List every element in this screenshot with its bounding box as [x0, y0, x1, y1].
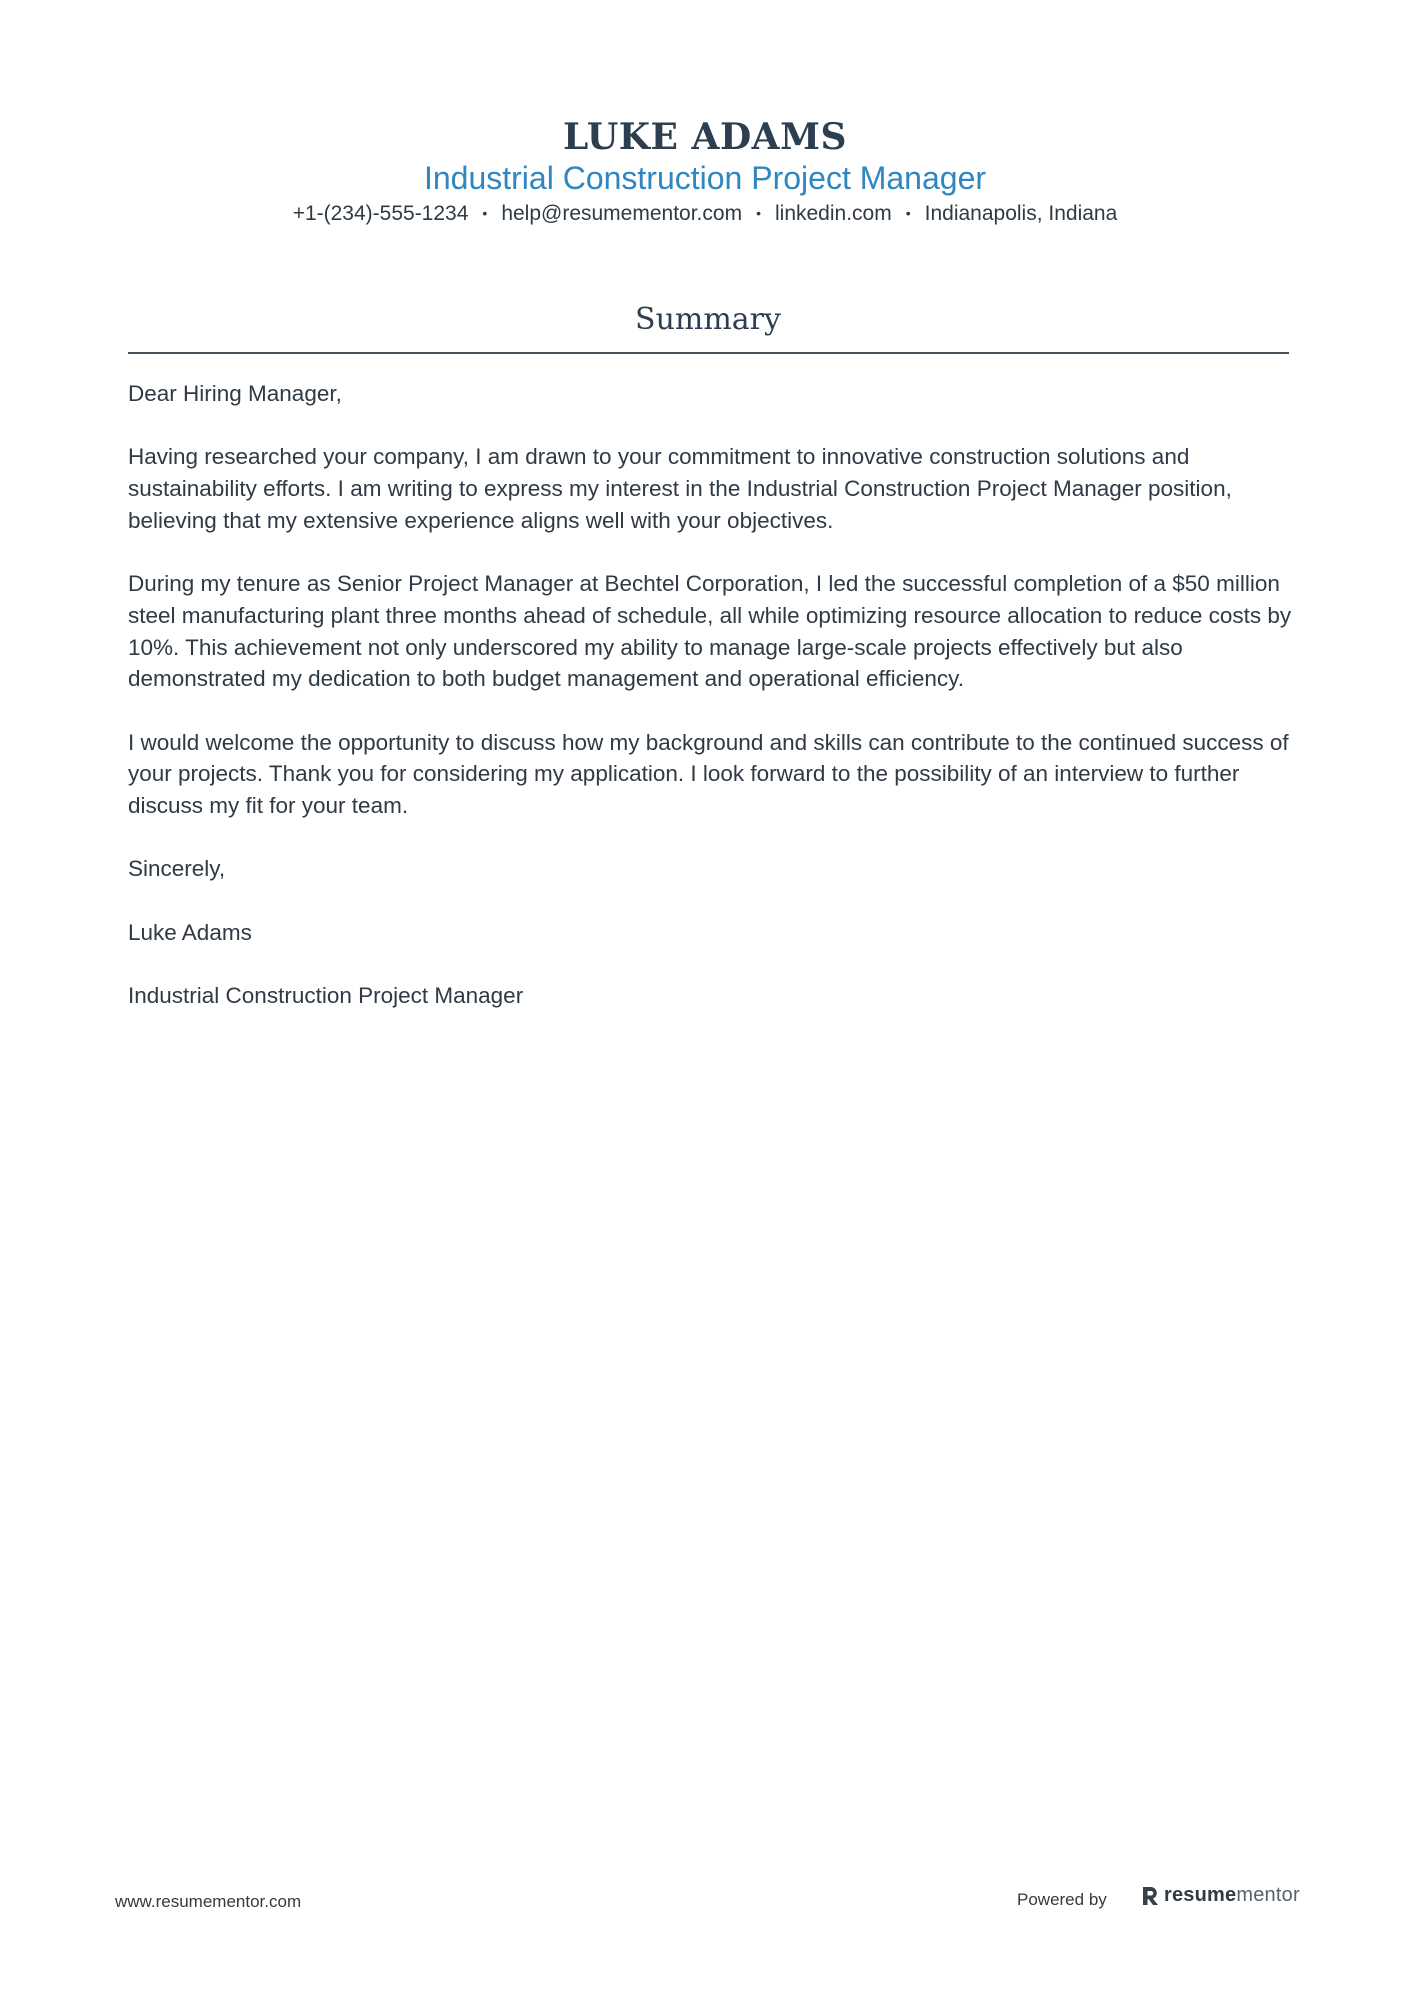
footer-powered-by: Powered by	[1017, 1890, 1107, 1909]
letter-body	[128, 378, 1298, 1044]
footer-logo[interactable]	[1140, 1884, 1300, 1907]
logo-wordmark-light: mentor	[1236, 1884, 1300, 1906]
letter-greeting: Dear Hiring Manager,	[128, 381, 342, 406]
logo-wordmark	[1164, 1884, 1300, 1907]
footer-website[interactable]: www.resumementor.com	[115, 1892, 302, 1911]
contact-separator: •	[482, 205, 488, 221]
contact-linkedin[interactable]: linkedin.com	[774, 202, 892, 225]
resumementor-logo-icon	[1140, 1885, 1160, 1907]
letter-paragraph: I would welcome the opportunity to discuss how my background and skills can contribute to the continued success of your projects. Thank you for considering my application. I look forward to the possibility of an interview to further discuss my fit for your team.	[128, 729, 1289, 819]
contact-line	[0, 198, 1410, 229]
contact-separator: •	[756, 205, 761, 221]
signature-title: Industrial Construction Project Manager	[128, 983, 524, 1009]
letter-closing: Sincerely,	[128, 856, 226, 882]
letter-paragraph: Having researched your company, I am drawn to your commitment to innovative construction solutions and sustainability efforts. I am writing to express my interest in the Industrial Construction Project Manager position, believing that my extensive experience aligns well with your objectives.	[128, 444, 1232, 533]
contact-separator: •	[905, 205, 911, 221]
contact-phone: +1-(234)-555-1234	[292, 202, 469, 225]
letter-paragraph: During my tenure as Senior Project Manager at Bechtel Corporation, I led the successful completion of a $50 million steel manufacturing plant three months ahead of schedule, all while optimizing resource allocation to reduce costs by 10%. This achievement not only underscored my ability to manage large-scale projects effectively but also demonstrated my dedication to both budget management and operational efficiency.	[128, 571, 1292, 692]
section-divider	[128, 352, 1289, 354]
signature-name: Luke Adams	[128, 919, 252, 945]
letter-header	[0, 112, 1410, 229]
candidate-title: Industrial Construction Project Manager	[423, 160, 987, 196]
logo-wordmark-bold: resume	[1164, 1884, 1237, 1906]
contact-email[interactable]: help@resumementor.com	[501, 202, 743, 225]
contact-location: Indianapolis, Indiana	[924, 202, 1118, 225]
candidate-name: LUKE ADAMS	[563, 116, 847, 158]
section-title: Summary	[635, 302, 781, 337]
